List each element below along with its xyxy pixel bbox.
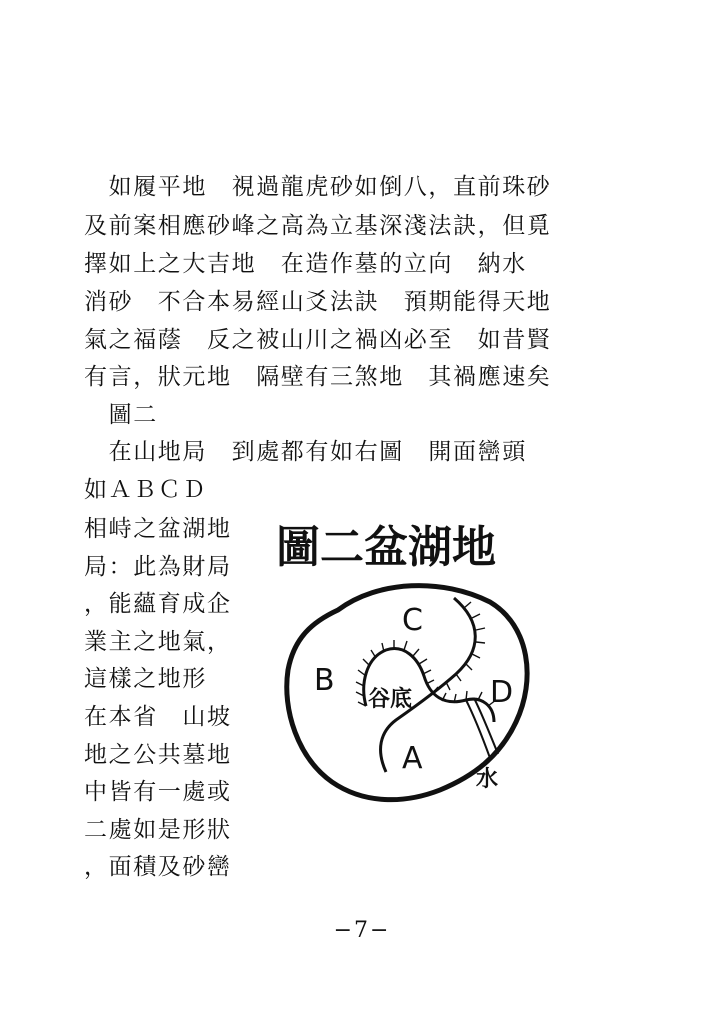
column-line-3: ，能蘊育成企	[84, 591, 232, 617]
text-line-9: 如ＡＢＣＤ	[84, 477, 207, 503]
column-line-6: 在本省 山坡	[84, 704, 232, 730]
label-b: B	[314, 663, 335, 698]
column-line-10: ，面積及砂巒	[84, 854, 232, 880]
text-line-3: 擇如上之大吉地 在造作墓的立向 納水	[84, 251, 527, 277]
label-water: 水	[476, 766, 499, 792]
page-number: −7−	[333, 918, 391, 943]
label-c: C	[402, 603, 423, 638]
text-line-4: 消砂 不合本易經山爻法訣 預期能得天地	[84, 289, 552, 315]
label-valley: 谷底	[368, 686, 413, 712]
text-line-1: 如履平地 視過龍虎砂如倒八，直前珠砂	[84, 174, 552, 200]
column-line-2: 局：此為財局	[84, 554, 232, 580]
column-line-5: 這樣之地形	[84, 666, 207, 692]
figure-title: 圖二盆湖地	[276, 522, 496, 573]
column-line-7: 地之公共墓地	[84, 742, 232, 768]
text-line-2: 及前案相應砂峰之高為立基深淺法訣，但覓	[84, 213, 552, 239]
basin-lake-figure	[268, 510, 538, 820]
column-line-1: 相峙之盆湖地	[84, 516, 232, 542]
column-line-8: 中皆有一處或	[84, 779, 232, 805]
text-line-8: 在山地局 到處都有如右圖 開面巒頭	[84, 439, 527, 465]
label-d: D	[490, 675, 514, 710]
figure-reference: 圖二	[84, 402, 158, 428]
text-line-5: 氣之福蔭 反之被山川之禍凶必至 如昔賢	[84, 327, 552, 353]
column-line-4: 業主之地氣，	[84, 629, 232, 655]
text-line-6: 有言，狀元地 隔壁有三煞地 其禍應速矣	[84, 364, 552, 390]
column-line-9: 二處如是形狀	[84, 817, 232, 843]
label-a: A	[402, 741, 423, 776]
